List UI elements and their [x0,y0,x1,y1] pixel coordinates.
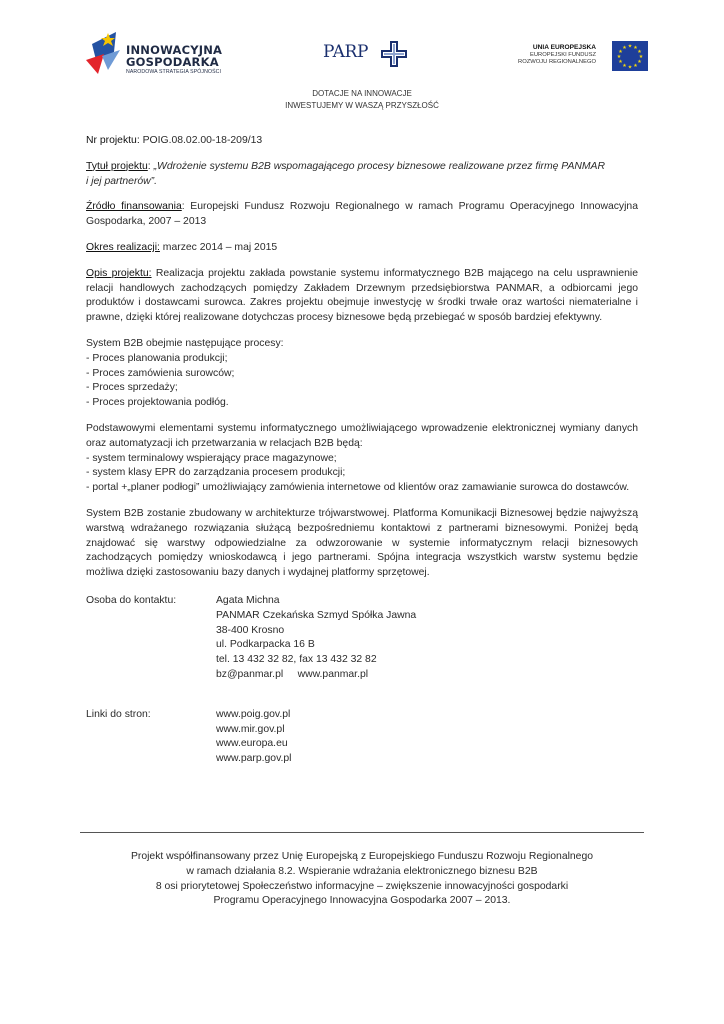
svg-text:★: ★ [638,54,644,60]
project-title-line2: i jej partnerów”. [86,175,158,187]
link-parp[interactable]: www.parp.gov.pl [216,753,292,765]
project-summary-text: Realizacja projektu zakłada powstanie systemu informatycznego B2B mającego na celu usprawnienie relacji handlowych zachodzących pomiędzy Zakładem Drzewnym przedsiębiorstwa PANMAR, a odbiorcami jego produktów i dostawcami surowca. Zakres projektu obejmuje inwestycję w środki trwałe oraz wartości niematerialne i prawne, dzięki której realizowane dotychczas procesy biznesowe będą przebiegać w sposób bardziej efektywny. [86,267,638,324]
project-title-label: Tytuł projektu [86,160,148,172]
process-list-intro: System B2B obejmie następujące procesy: [86,337,284,349]
process-list [86,337,638,411]
list-item: - Proces zamówienia surowców; [86,367,235,379]
list-item: - Proces sprzedaży; [86,382,178,394]
contact-city: 38-400 Krosno [216,624,285,636]
eu-logo [512,41,652,73]
ig-logo-line1: INNOWACYJNA [126,43,223,57]
contact-company: PANMAR Czekańska Szmyd Spółka Jawna [216,609,417,621]
project-summary-label: Opis projektu: [86,267,152,279]
implementation-period-label: Okres realizacji: [86,241,160,253]
list-item: - portal +„planer podłogi” umożliwiający zamówienia internetowe od klientów oraz zamawianie surowca do dostawców. [86,482,630,494]
funding-source [86,200,638,230]
project-title-colon: : [147,160,154,172]
system-elements-intro: Podstawowymi elementami systemu informatycznego umożliwiającego wprowadzenie elektronicznej wymiany danych oraz automatyzacji ich przetwarzania w relacjach B2B będą: [86,422,638,449]
contact-phone: tel. 13 432 32 82, fax 13 432 32 82 [216,654,377,666]
project-description [86,134,638,767]
eu-flag-icon [612,41,648,71]
footer [0,850,724,909]
link-poig[interactable]: www.poig.gov.pl [216,708,291,720]
implementation-period-value: marzec 2014 – maj 2015 [159,241,278,253]
svg-text:★: ★ [637,49,642,55]
funding-source-value: : Europejski Fundusz Rozwoju Regionalnego w ramach Programu Operacyjnego Innowacyjna Gospodarka, 2007 – 2013 [86,201,638,228]
ig-logo-line2: GOSPODARKA [126,55,219,69]
project-title [86,160,638,190]
implementation-period [86,241,638,256]
svg-text:★: ★ [633,63,638,69]
links-block [86,708,638,767]
contact-block [86,594,638,683]
contact-email-web: bz@panmar.pl www.panmar.pl [216,668,369,680]
project-summary [86,267,638,326]
footer-line4: Programu Operacyjnego Innowacyjna Gospodarka 2007 – 2013. [213,895,511,907]
svg-text:★: ★ [627,64,633,71]
svg-text:★: ★ [622,45,627,51]
footer-line3: 8 osi priorytetowej Społeczeństwo informacyjne – zwiększenie innowacyjności gospodarki [155,880,569,892]
svg-text:★: ★ [633,45,638,51]
architecture-paragraph: System B2B zostanie zbudowany w architekturze trójwarstwowej. Platforma Komunikacji Biznesowej będzie najwyższą warstwą wdrażanego rozwiązania służącą bezpośredniemu kontaktowi z partnerami biznesowymi. Poniżej będą znajdować się warstwy odpowiedzialne za odwzorowanie w systemie informatycznym relacji biznesowych zachodzących pomiędzy wnioskodawcą i jego partnerami. Spójna integracja wszystkich warstw systemu będzie możliwa dzięki zastosowaniu bazy danych i wydajnej platformy sprzętowej. [86,507,638,579]
eu-logo-line2: EUROPEJSKI FUNDUSZ [529,52,596,58]
footer-line2: w ramach działania 8.2. Wspieranie wdrażania elektronicznego biznesu B2B [186,865,538,877]
ig-logo-line3: NARODOWA STRATEGIA SPÓJNOŚCI [126,69,222,75]
link-europa[interactable]: www.europa.eu [216,738,288,750]
project-number-label: Nr projektu: [86,135,140,146]
svg-text:★: ★ [622,63,627,69]
list-item: - Proces planowania produkcji; [86,352,228,364]
svg-text:★: ★ [618,49,623,55]
footer-divider [80,832,644,833]
header-logos [0,28,724,78]
project-number-value: POIG.08.02.00-18-209/13 [139,135,263,146]
svg-text:★: ★ [627,43,633,50]
tagline [0,88,724,111]
system-elements [86,422,638,496]
funding-source-label: Źródło finansowania [86,201,182,213]
svg-text:★: ★ [618,59,623,65]
list-item: - Proces projektowania podłóg. [86,397,229,409]
svg-text:★: ★ [616,54,622,60]
tagline-line1: DOTACJE NA INNOWACJE [312,89,412,98]
eu-logo-line1: UNIA EUROPEJSKA [532,44,596,51]
eu-logo-line3: ROZWOJU REGIONALNEGO [518,59,596,65]
contact-street: ul. Podkarpacka 16 B [216,639,315,651]
link-mir[interactable]: www.mir.gov.pl [216,723,285,735]
ig-emblem-icon [86,30,124,74]
parp-emblem-icon [381,41,407,67]
contact-label: Osoba do kontaktu: [86,594,177,606]
list-item: - system terminalowy wspierający prace magazynowe; [86,452,337,464]
svg-text:★: ★ [637,59,642,65]
parp-logo [323,41,413,67]
links-label: Linki do stron: [86,708,151,720]
project-title-line1: „Wdrożenie systemu B2B wspomagającego procesy biznesowe realizowane przez firmę PANMAR [153,160,605,172]
contact-name: Agata Michna [216,594,280,606]
footer-line1: Projekt współfinansowany przez Unię Europejską z Europejskiego Funduszu Rozwoju Regionalnego [130,851,594,862]
list-item: - system klasy EPR do zarządzania procesem produkcji; [86,467,346,479]
innowacyjna-gospodarka-logo [86,30,246,76]
tagline-line2: INWESTUJEMY W WASZĄ PRZYSZŁOŚĆ [285,100,439,110]
project-number [86,134,638,149]
parp-logo-text: PARP [323,42,369,62]
